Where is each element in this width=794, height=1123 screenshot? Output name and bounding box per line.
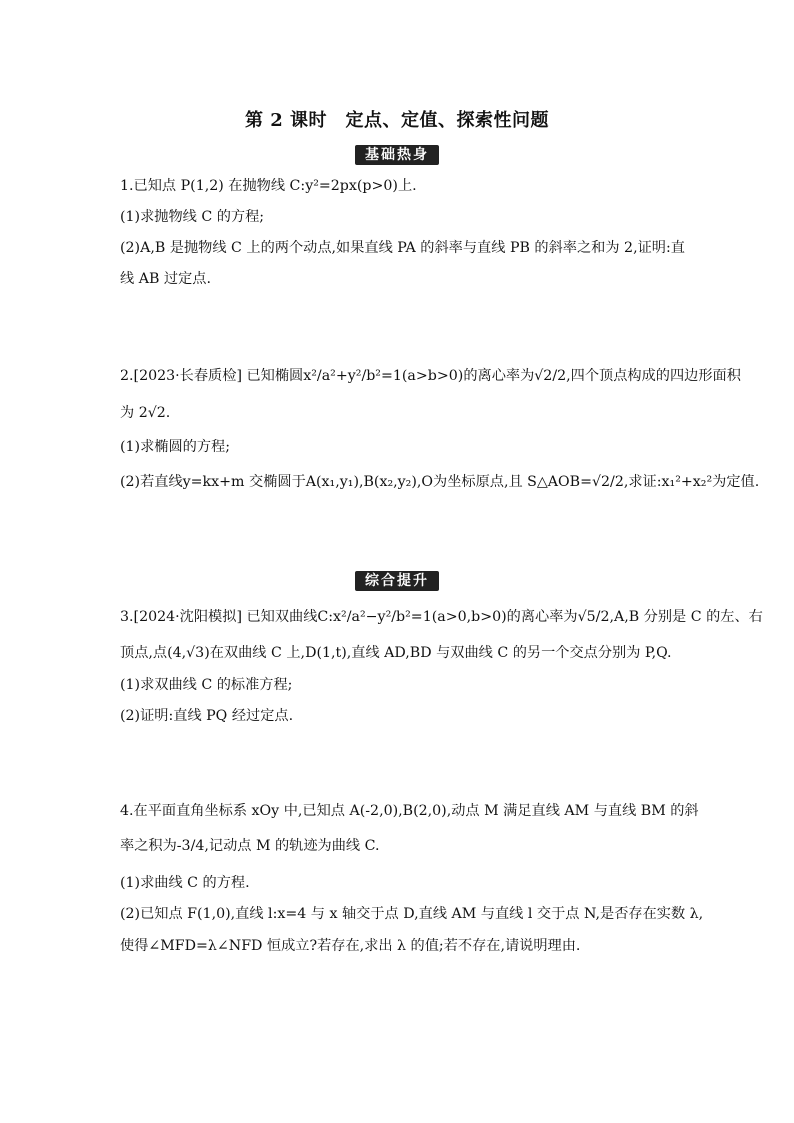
page-title: 第 2 课时 定点、定值、探索性问题 — [244, 110, 550, 131]
problem-4-stem: 4.在平面直角坐标系 xOy 中,已知点 A(-2,0),B(2,0),动点 M 满足直线 AM 与直线 BM 的斜 — [120, 803, 699, 819]
problem-2-part-2: (2)若直线y=kx+m 交椭圆于A(x₁,y₁),B(x₂,y₂),O为坐标原点,且 S△AOB=√2/2,求证:x₁²+x₂²为定值. — [120, 474, 760, 490]
problem-1-part-2-cont: 线 AB 过定点. — [120, 271, 211, 287]
problem-3-stem: 3.[2024·沈阳模拟] 已知双曲线C:x²/a²−y²/b²=1(a>0,b>0)的离心率为√5/2,A,B 分别是 C 的左、右 — [120, 609, 763, 625]
problem-4-part-1: (1)求曲线 C 的方程. — [120, 875, 250, 891]
problem-3-part-2: (2)证明:直线 PQ 经过定点. — [120, 708, 294, 724]
problem-1-stem: 1.已知点 P(1,2) 在抛物线 C:y²=2px(p>0)上. — [120, 178, 417, 194]
section-badge-advance: 综合提升 — [355, 571, 439, 591]
problem-3-stem-cont: 顶点,点(4,√3)在双曲线 C 上,D(1,t),直线 AD,BD 与双曲线 C 的另一个交点分别为 P,Q. — [120, 645, 672, 661]
problem-4-part-2: (2)已知点 F(1,0),直线 l:x=4 与 x 轴交于点 D,直线 AM 与直线 l 交于点 N,是否存在实数 λ, — [120, 906, 704, 922]
problem-3-part-1: (1)求双曲线 C 的标准方程; — [120, 677, 293, 693]
problem-2-part-1: (1)求椭圆的方程; — [120, 439, 231, 455]
problem-4-stem-cont: 率之积为-3/4,记动点 M 的轨迹为曲线 C. — [120, 838, 380, 854]
section-badge-basic: 基础热身 — [355, 145, 439, 165]
problem-2-stem: 2.[2023·长春质检] 已知椭圆x²/a²+y²/b²=1(a>b>0)的离心率为√2/2,四个顶点构成的四边形面积 — [120, 368, 741, 384]
problem-1-part-2: (2)A,B 是抛物线 C 上的两个动点,如果直线 PA 的斜率与直线 PB 的斜率之和为 2,证明:直 — [120, 240, 685, 256]
problem-2-stem-cont: 为 2√2. — [120, 405, 171, 421]
problem-4-part-2-cont: 使得∠MFD=λ∠NFD 恒成立?若存在,求出 λ 的值;若不存在,请说明理由. — [120, 938, 581, 954]
problem-1-part-1: (1)求抛物线 C 的方程; — [120, 209, 265, 225]
